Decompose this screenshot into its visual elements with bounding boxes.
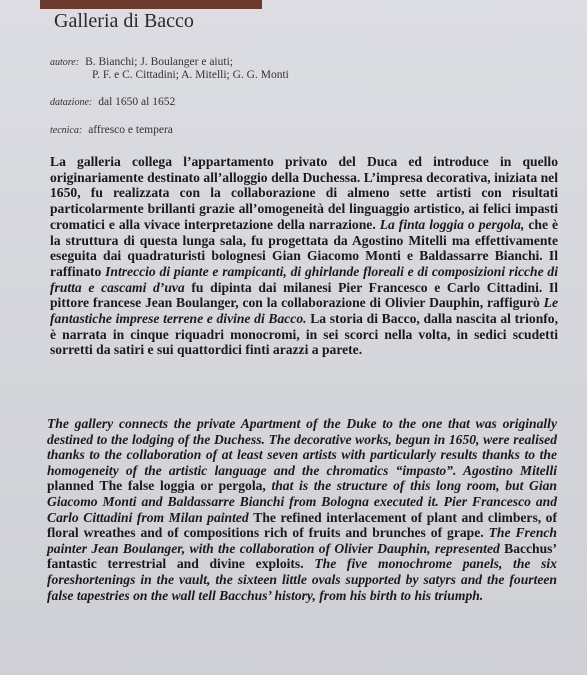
english-upright-3: The refined interlacement of plant and climbers, of floral wreathes and of compositions rich of fruits and brunches of grape. (47, 509, 557, 541)
author-label: autore: (50, 57, 80, 68)
italian-description (50, 154, 558, 358)
header-bar (40, 0, 262, 9)
date-row (50, 95, 175, 110)
english-upright-2: The false loggia or pergola, (99, 478, 266, 494)
english-text-1: The gallery connects the private Apartment of the Duke to the one that was originally destined to the lodging of the Duchess. The decorative works, begun in 1650, were realised thanks to the collaboration of at least seven artists with particularly results thanks to the homogeneity of the artistic language and the chromatics “impasto”. Agostino Mitelli (47, 416, 557, 478)
date-value: dal 1650 al 1652 (98, 96, 176, 108)
english-upright-1: planned (47, 478, 94, 494)
english-upright-4: Bacchus’ fantastic terrestrial and divine exploits. (47, 540, 557, 572)
english-text-5: The five monochrome panels, the six foreshortenings in the vault, the sixteen little ovals supported by satyrs and the fourteen false tapestries on the wall tell Bacchus’ history, from his birth to his triumph. (47, 556, 557, 603)
author-row (50, 55, 233, 70)
italian-italic-3: Le fantastiche imprese terrene e divine di Bacco. (50, 295, 558, 327)
english-description (47, 416, 557, 603)
date-label: datazione: (50, 97, 93, 108)
technique-value: affresco e tempera (88, 124, 173, 136)
italian-italic-2: Intreccio di piante e rampicanti, di ghirlande floreali e di composizioni ricche di frutta e cascami d’uva (50, 263, 558, 295)
italian-text-1: La galleria collega l’appartamento privato del Duca ed introduce in quello originariamente destinato all’alloggio della Duchessa. L’impresa decorativa, iniziata nel 1650, fu realizzata con la collaborazione di almeno sette artisti con risultati particolarmente brillanti grazie all’omogeneità del linguaggio artistico, ai felici impasti cromatici e alla vivace interpretazione della narrazione. (50, 154, 558, 232)
author-line-2: P. F. e C. Cittadini; A. Mitelli; G. G. Monti (92, 69, 289, 81)
english-text-3: that is the structure of this long room, but Gian Giacomo Monti and Baldassarre Bianchi from Bologna executed it. Pier Francesco and Carlo Cittadini from Milan painted (47, 478, 557, 525)
italian-text-4: La storia di Bacco, dalla nascita al trionfo, è narrata in cinque riquadri monocromi, in sei scorci nella volta, in sedici scudetti sorretti da satiri e sui quattordici finti arazzi a parete. (50, 311, 558, 358)
technique-label: tecnica: (50, 125, 83, 136)
technique-row (50, 123, 173, 138)
italian-italic-1: La finta loggia o pergola, (379, 216, 525, 232)
italian-text-3: fu dipinta dai milanesi Pier Francesco e Carlo Cittadini. Il pittore francese Jean Boulanger, con la collaborazione di Olivier Dauphin, raffigurò (50, 279, 558, 311)
author-line-1: B. Bianchi; J. Boulanger e aiuti; (85, 56, 233, 68)
panel-title: Galleria di Bacco (54, 10, 194, 32)
english-text-4: The French painter Jean Boulanger, with the collaboration of Olivier Dauphin, represented (47, 525, 557, 556)
italian-text-2: che è la struttura di questa lunga sala, fu progettata da Agostino Mitelli ma effettivamente eseguita dai quadraturisti bolognesi Gian Giacomo Monti e Baldassarre Bianchi. Il raffinato (50, 216, 559, 279)
